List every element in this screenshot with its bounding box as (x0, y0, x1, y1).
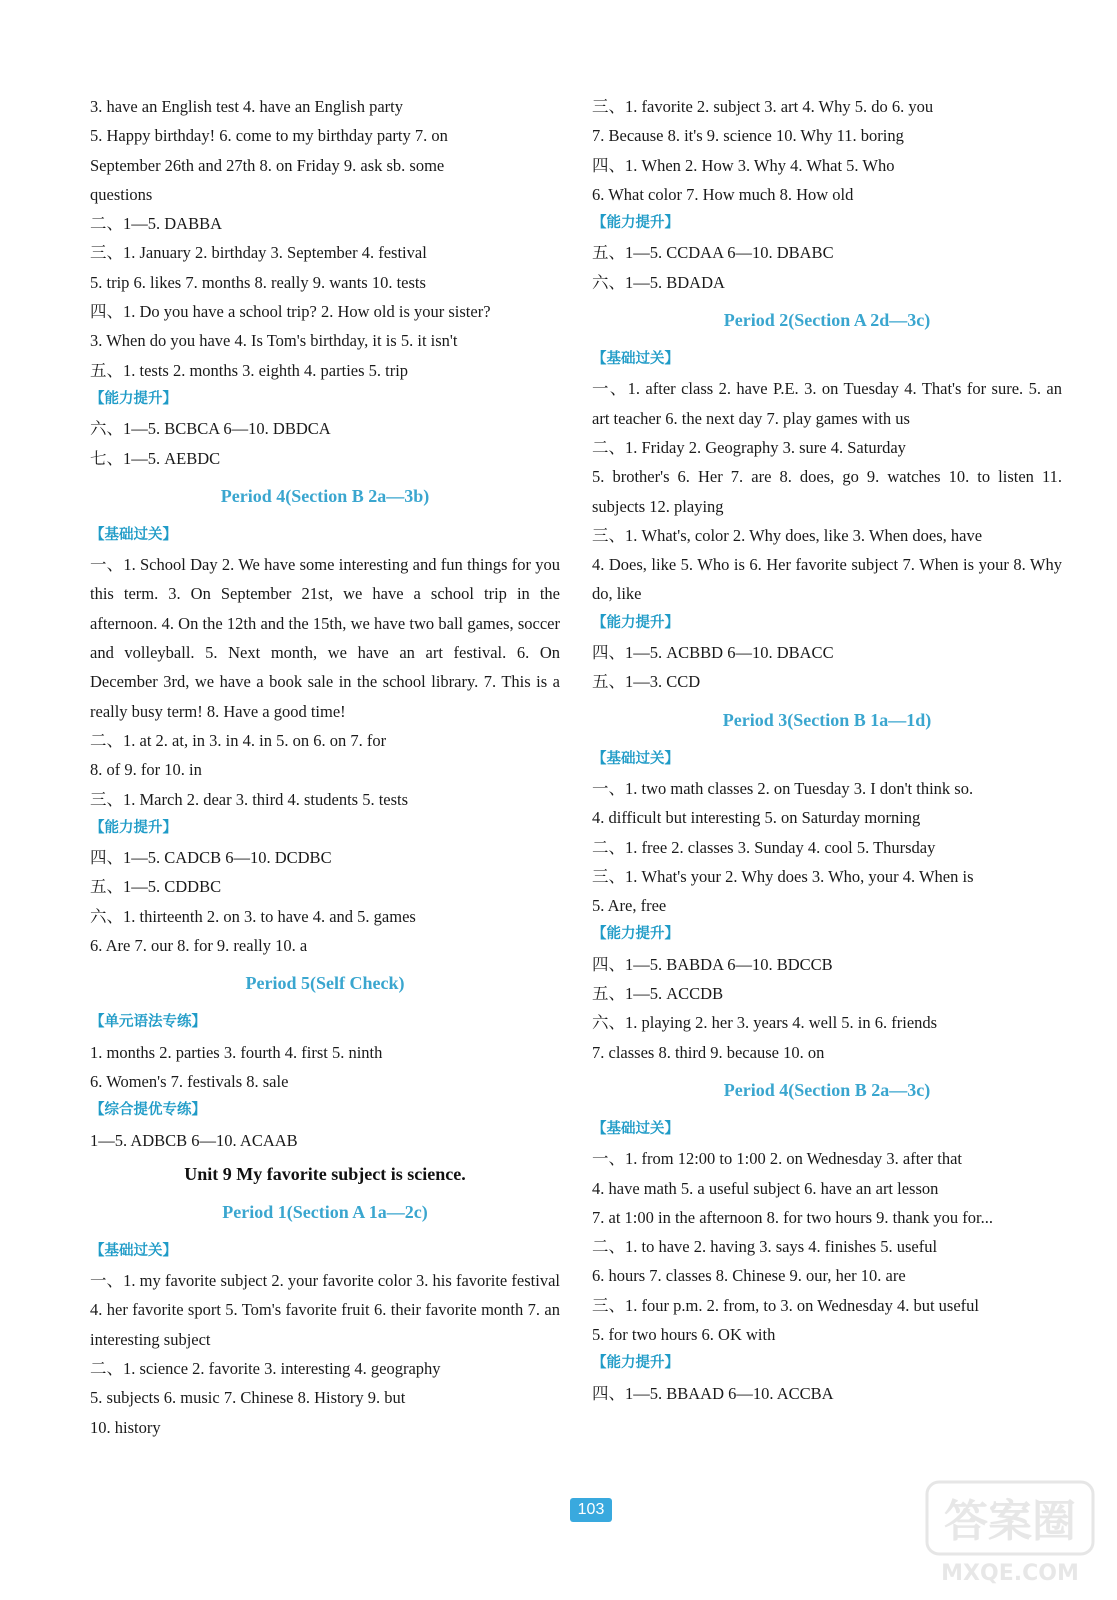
answer-line: 5. trip 6. likes 7. months 8. really 9. wants 10. tests (90, 272, 426, 292)
answer-line: 三、1. four p.m. 2. from, to 3. on Wednesday 4. but useful (592, 1295, 979, 1315)
answer-line: 二、1. at 2. at, in 3. in 4. in 5. on 6. on 7. for (90, 730, 387, 750)
section-tag: 【综合提优专练】 (90, 1102, 206, 1119)
answer-line: 7. at 1:00 in the afternoon 8. for two hours 9. thank you for... (592, 1207, 993, 1227)
answer-line: 1. months 2. parties 3. fourth 4. first 5. ninth (90, 1042, 383, 1062)
answer-line: 二、1—5. DABBA (90, 214, 223, 234)
section-tag: 【单元语法专练】 (90, 1014, 206, 1031)
answer-line: 六、1—5. BCBCA 6—10. DBDCA (90, 419, 331, 439)
answer-line: 七、1—5. AEBDC (90, 448, 221, 468)
section-tag: 【能力提升】 (592, 1355, 679, 1372)
watermark-logo-icon (925, 1478, 1095, 1588)
answer-line: 8. of 9. for 10. in (90, 760, 202, 780)
period-heading: Period 2(Section A 2d—3c) (723, 310, 931, 331)
answer-line: 三、1. What's your 2. Why does 3. Who, your 4. When is (592, 866, 974, 886)
answer-line: 10. history (90, 1417, 161, 1437)
answer-line: 五、1—3. CCD (592, 672, 701, 692)
answer-line: 7. classes 8. third 9. because 10. on (592, 1042, 825, 1062)
answer-line: 三、1. favorite 2. subject 3. art 4. Why 5. do 6. you (592, 97, 934, 116)
answer-line: 二、1. to have 2. having 3. says 4. finishes 5. useful (592, 1237, 938, 1257)
answer-line: 六、1. thirteenth 2. on 3. to have 4. and 5. games (90, 906, 416, 926)
answer-paragraph: 一、1. after class 2. have P.E. 3. on Tuesday 4. That's for sure. 5. an art teacher 6. the next day 7. play games with us (592, 379, 1062, 428)
answer-line: 三、1. January 2. birthday 3. September 4. festival (90, 243, 427, 263)
period-heading: Period 4(Section B 2a—3c) (723, 1079, 931, 1100)
section-tag: 【能力提升】 (90, 390, 177, 407)
page-number: 103 (570, 1498, 612, 1522)
answer-line: 四、1—5. ACBBD 6—10. DBACC (592, 643, 834, 663)
period-heading: Period 4(Section B 2a—3b) (220, 485, 430, 506)
answer-line: 7. Because 8. it's 9. science 10. Why 11. boring (592, 126, 904, 146)
answer-line: 四、1—5. BBAAD 6—10. ACCBA (592, 1383, 834, 1403)
answer-line: 四、1. Do you have a school trip? 2. How old is your sister? (90, 302, 491, 322)
answer-line: 二、1. science 2. favorite 3. interesting 4. geography (90, 1358, 441, 1378)
section-tag: 【能力提升】 (592, 614, 679, 631)
section-tag: 【能力提升】 (592, 215, 679, 232)
right-column (592, 92, 1062, 1408)
answer-line: 5. subjects 6. music 7. Chinese 8. History 9. but (90, 1388, 406, 1408)
answer-line: 四、1—5. CADCB 6—10. DCDBC (90, 848, 332, 868)
section-tag: 【基础过关】 (90, 526, 177, 543)
answer-line: 6. What color 7. How much 8. How old (592, 184, 854, 204)
answer-line: 5. Happy birthday! 6. come to my birthday party 7. on (90, 126, 448, 146)
answer-line: September 26th and 27th 8. on Friday 9. ask sb. some (90, 155, 445, 175)
answer-line: 1—5. ADBCB 6—10. ACAAB (90, 1130, 298, 1150)
watermark-text: MXQE.COM (941, 1561, 1079, 1586)
answer-line: 三、1. March 2. dear 3. third 4. students 5. tests (90, 789, 409, 809)
section-tag: 【基础过关】 (592, 351, 679, 368)
watermark-glyph: 答案圈 (944, 1496, 1076, 1547)
period-heading: Period 3(Section B 1a—1d) (722, 709, 932, 730)
answer-line: 五、1. tests 2. months 3. eighth 4. parties 5. trip (90, 360, 409, 380)
answer-line: 五、1—5. CCDAA 6—10. DBABC (592, 243, 834, 263)
answer-line: 3. When do you have 4. Is Tom's birthday, it is 5. it isn't (90, 331, 458, 351)
answer-line: 6. Women's 7. festivals 8. sale (90, 1071, 289, 1091)
period-heading: Period 1(Section A 1a—2c) (222, 1201, 428, 1222)
answer-line: 4. difficult but interesting 5. on Saturday morning (592, 808, 921, 828)
answer-line: 四、1. When 2. How 3. Why 4. What 5. Who (592, 155, 895, 175)
unit-heading: Unit 9 My favorite subject is science. (184, 1163, 466, 1184)
answer-line: questions (90, 184, 153, 204)
answer-paragraph: 5. brother's 6. Her 7. are 8. does, go 9. watches 10. to listen 11. subjects 12. playing (592, 467, 1062, 516)
answer-line: 一、1. two math classes 2. on Tuesday 3. I don't think so. (592, 778, 974, 798)
answer-line: 一、1. from 12:00 to 1:00 2. on Wednesday 3. after that (592, 1149, 963, 1169)
section-tag: 【基础过关】 (90, 1242, 177, 1259)
answer-line: 五、1—5. CDDBC (90, 877, 222, 897)
section-tag: 【基础过关】 (592, 1120, 679, 1137)
left-column (90, 92, 560, 1442)
answer-line: 3. have an English test 4. have an English party (90, 97, 403, 116)
answer-line: 二、1. free 2. classes 3. Sunday 4. cool 5. Thursday (592, 837, 936, 857)
answer-paragraph: 一、1. my favorite subject 2. your favorite color 3. his favorite festival 4. her favorite sport 5. Tom's favorite fruit 6. their favorite month 7. an interesting subject (90, 1271, 560, 1349)
answer-paragraph: 一、1. School Day 2. We have some interesting and fun things for you this term. 3. On September 21st, we have a school trip in the afternoon. 4. On the 12th and the 15th, we have two ball games, soccer and volleyball. 5. Next month, we have an art festival. 6. On December 3rd, we have a book sale in the school library. 7. This is a really busy term! 8. Have a good time! (90, 555, 560, 721)
answer-line: 6. hours 7. classes 8. Chinese 9. our, her 10. are (592, 1266, 906, 1286)
answer-line: 6. Are 7. our 8. for 9. really 10. a (90, 936, 308, 956)
answer-line: 4. have math 5. a useful subject 6. have an art lesson (592, 1178, 939, 1198)
answer-line: 六、1—5. BDADA (592, 272, 725, 292)
answer-line: 五、1—5. ACCDB (592, 984, 724, 1004)
answer-line: 四、1—5. BABDA 6—10. BDCCB (592, 954, 833, 974)
answer-paragraph: 4. Does, like 5. Who is 6. Her favorite subject 7. When is your 8. Why do, like (592, 555, 1062, 604)
section-tag: 【基础过关】 (592, 750, 679, 767)
answer-line: 二、1. Friday 2. Geography 3. sure 4. Saturday (592, 437, 906, 457)
period-heading: Period 5(Self Check) (245, 973, 405, 994)
section-tag: 【能力提升】 (90, 819, 177, 836)
section-tag: 【能力提升】 (592, 926, 679, 943)
answer-line: 5. Are, free (592, 896, 667, 916)
answer-line: 5. for two hours 6. OK with (592, 1324, 776, 1344)
answer-line: 三、1. What's, color 2. Why does, like 3. When does, have (592, 525, 983, 545)
answer-line: 六、1. playing 2. her 3. years 4. well 5. in 6. friends (592, 1013, 938, 1033)
